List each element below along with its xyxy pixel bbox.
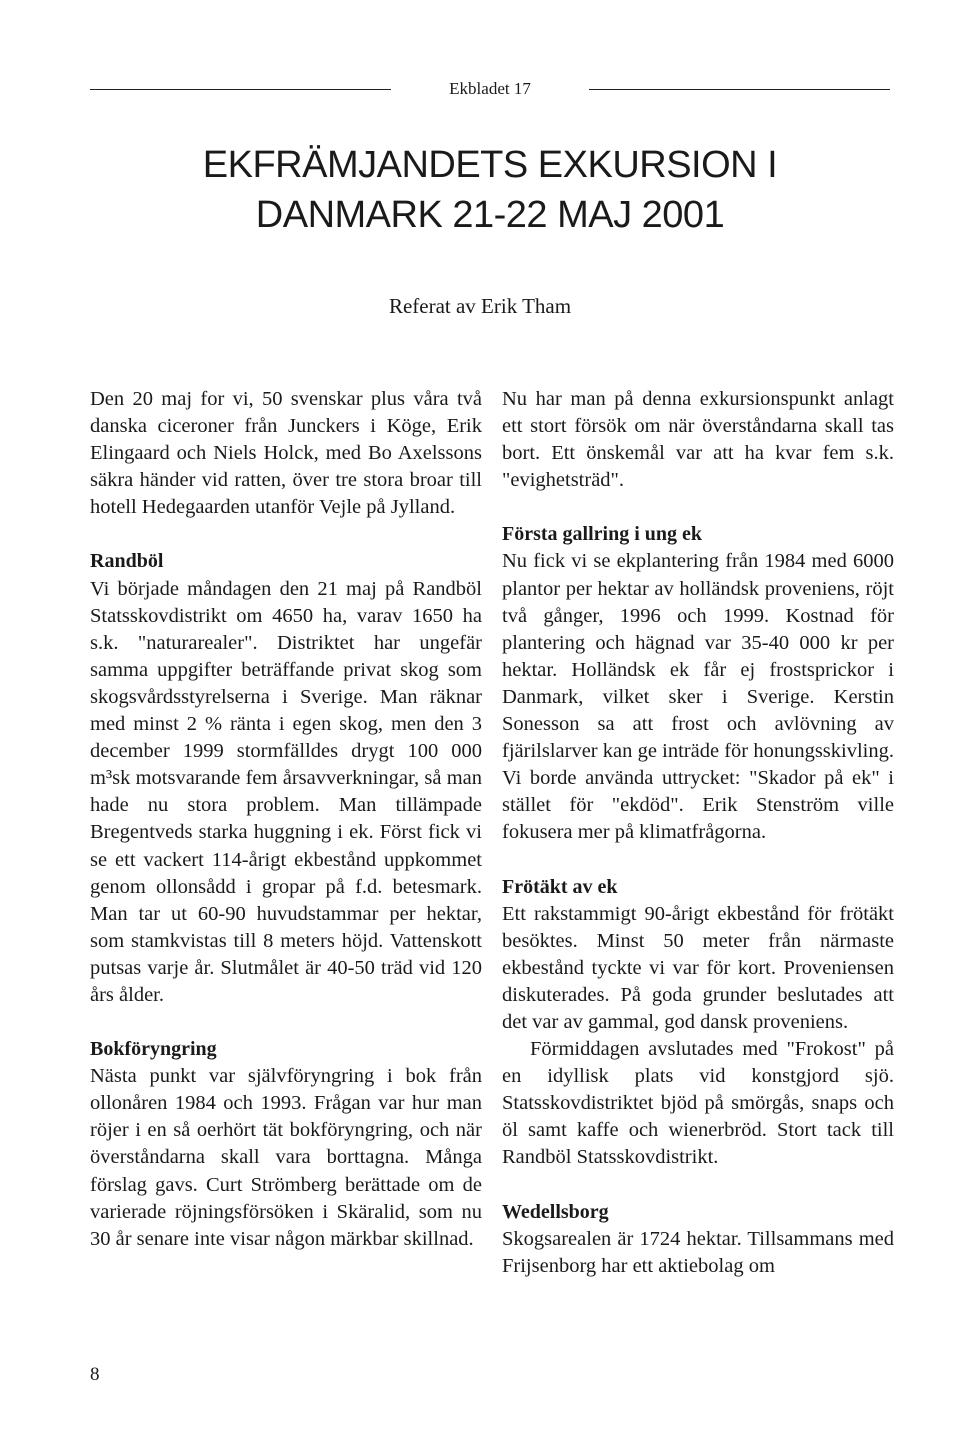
page-number: 8 xyxy=(90,1364,100,1385)
byline: Referat av Erik Tham xyxy=(388,294,572,318)
section-heading-bokforyngring: Bokföryngring xyxy=(90,1038,217,1061)
section-heading-forsta-gallring: Första gallring i ung ek xyxy=(502,523,703,546)
section-heading-randbol: Randböl xyxy=(90,550,164,573)
title-line-1: EKFRÄMJANDETS EXKURSION I xyxy=(202,144,778,186)
section-text-forsta-gallring: Nu fick vi se ekplantering från 1984 med 6000 plantor per hektar av holländsk proveniens, röjt två gånger, 1996 och 1999. Kostnad för plantering och hägnad var 35-40 000 kr per hektar. Holländsk ek får ej frostsprickor i Danmark, vilket sker i Sverige. Kerstin Sonesson sa att frost och avlövning av fjärilslarver kan ge inträde för honungsskivling. Vi borde använda uttrycket: "Skador på ek" i stället för "ekdöd". Erik Stenström ville fokusera mer på klimatfrågorna. xyxy=(502,550,894,844)
running-header xyxy=(90,74,890,104)
section-text-wedellsborg: Skogsarealen är 1724 hektar. Tillsammans med Frijsenborg har ett aktiebolag om xyxy=(502,1227,894,1277)
header-rule-left xyxy=(90,89,391,90)
header-text: Ekbladet 17 xyxy=(449,79,531,98)
header-rule-right xyxy=(589,89,890,90)
section-heading-wedellsborg: Wedellsborg xyxy=(502,1200,609,1223)
section-text-randbol: Vi började måndagen den 21 maj på Randböl Statsskovdistrikt om 4650 ha, varav 1650 ha s.k. "naturarealer". Distriktet har ungefär samma uppgifter beträffande privat skog som skogsvårdsstyrelserna i Sverige. Man räknar med minst 2 % ränta i egen skog, men den 3 december 1999 stormfälldes drygt 100 000 m³sk motsvarande fem årsavverkningar, så man hade nu stora problem. Man tillämpade Bregentveds starka huggning i ek. Först fick vi se ett vackert 114-årigt ekbestånd uppkommet genom ollonsådd i gropar på f.d. betesmark. Man tar ut 60-90 huvudstammar per hektar, som stamkvistas till 8 meters höjd. Vattenskott putsas varje år. Slutmålet är 40-50 träd vid 120 års ålder. xyxy=(90,577,482,1006)
section-text-frokost: Förmiddagen avslutades med "Frokost" på en idyllisk plats vid konstgjord sjö. Statsskovdistriktet bjöd på smörgås, snaps och öl samt kaffe och wienerbröd. Stort tack till Randböl Statsskovdistrikt. xyxy=(502,1038,894,1169)
left-column xyxy=(90,386,482,1253)
section-text-frotakt: Ett rakstammigt 90-årigt ekbestånd för frötäkt besöktes. Minst 50 meter från närmaste ekbestånd tyckte vi var för kort. Proveniensen diskuterades. På goda grunder beslutades att det var av gammal, god dansk proveniens. xyxy=(502,902,894,1033)
article-title xyxy=(100,140,880,240)
title-line-2: DANMARK 21-22 MAJ 2001 xyxy=(255,194,725,236)
section-heading-frotakt: Frötäkt av ek xyxy=(502,875,618,898)
right-column xyxy=(502,386,894,1280)
continued-paragraph: Nu har man på denna exkursionspunkt anlagt ett stort försök om när överståndarna skall tas bort. Ett önskemål var att ha kvar fem s.k. "evighetsträd". xyxy=(502,388,894,492)
intro-paragraph: Den 20 maj for vi, 50 svenskar plus våra två danska ciceroner från Junckers i Köge, Erik Elingaard och Niels Holck, med Bo Axelssons säkra händer vid ratten, över tre stora broar till hotell Hedegaarden utanför Vejle på Jylland. xyxy=(90,388,482,519)
section-text-bokforyngring: Nästa punkt var självföryngring i bok från ollonåren 1984 och 1993. Frågan var hur man röjer i en så oerhört tät bokföryngring, och när överståndarna skall vara borttagna. Många förslag gavs. Curt Strömberg berättade om de varierade röjningsförsöken i Skäralid, som nu 30 år senare inte visar någon märkbar skillnad. xyxy=(90,1065,482,1250)
